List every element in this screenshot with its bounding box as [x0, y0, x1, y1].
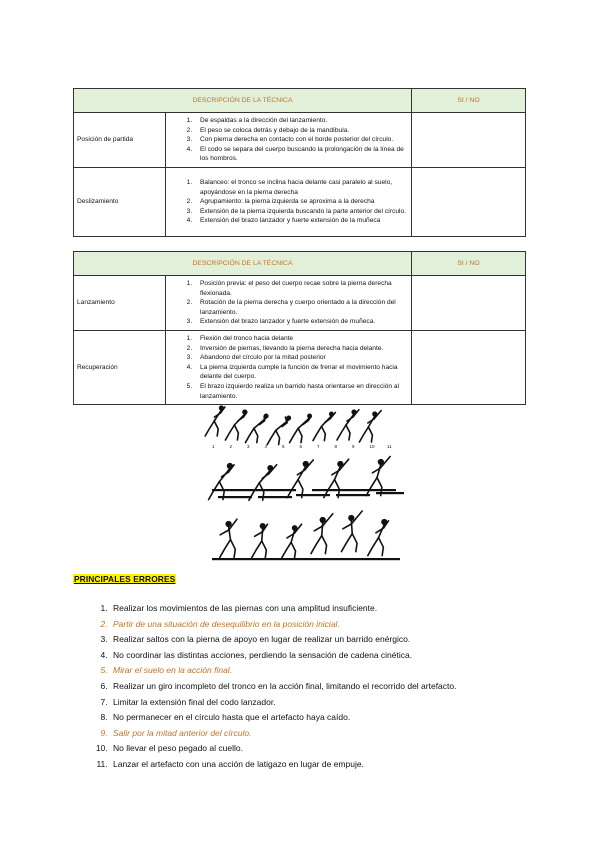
leg — [214, 421, 218, 436]
si-no-cell[interactable] — [412, 113, 526, 168]
technique-table-1 — [73, 88, 526, 237]
error-item: 2. Partir de una situación de desequilibrio en la posición inicial. — [110, 617, 550, 633]
leg — [313, 426, 322, 440]
athlete-figure — [220, 519, 237, 557]
athlete-figure — [290, 414, 312, 443]
leg — [352, 534, 357, 552]
shot-put-sequence-illustration — [200, 398, 410, 566]
leg — [220, 540, 231, 558]
row-label: Posición de partida — [74, 113, 166, 168]
step-item: 4. Extensión del brazo lanzador y fuerte extensión de la muñeca — [194, 216, 407, 226]
leg — [234, 425, 238, 440]
header-si-no: SI / NO — [412, 252, 526, 276]
leg — [245, 428, 254, 442]
arm — [220, 530, 229, 535]
ground-bar — [258, 496, 292, 498]
torso — [262, 528, 263, 541]
frame-number: 8 — [334, 444, 338, 449]
leg — [322, 426, 326, 440]
athlete-figure — [209, 463, 235, 500]
leg — [311, 536, 322, 554]
header-si-no: SI / NO — [412, 89, 526, 113]
leg — [379, 538, 384, 556]
row-description — [166, 330, 412, 404]
ground-bar — [336, 494, 370, 496]
step-item: 1. Flexión del tronco hacia delante — [194, 334, 407, 344]
ground-bar — [296, 494, 330, 496]
error-item: 4. No coordinar las distintas acciones, perdiendo la sensación de cadena cinética. — [110, 648, 550, 664]
step-item: 2. Agrupamiento: la pierna izquierda se aproxima a la derecha — [194, 197, 407, 207]
frame-number: 6 — [299, 444, 303, 449]
ground-bar — [212, 489, 296, 491]
step-item: 1. Balanceo: el tronco se inclina hacia delante casi paralelo al suelo, apoyándose en la pierna derecha — [194, 178, 407, 197]
athlete-figure — [359, 411, 381, 442]
row-description — [166, 167, 412, 236]
leg — [254, 428, 258, 442]
frame-number: 11 — [387, 444, 392, 449]
frame-number: 9 — [352, 444, 355, 449]
leg — [290, 428, 299, 442]
technique-table-2 — [73, 251, 526, 405]
arm — [343, 524, 352, 529]
leg — [359, 427, 368, 442]
row-label: Deslizamiento — [74, 167, 166, 236]
athlete-figure — [287, 460, 313, 498]
header-description: DESCRIPCIÓN DE LA TÉCNICA — [74, 89, 412, 113]
steps-list — [172, 279, 407, 327]
error-item: 5. Mirar el suelo en la acción final. — [110, 663, 550, 679]
athlete-figure — [341, 511, 362, 552]
row-label: Lanzamiento — [74, 276, 166, 331]
leg — [205, 421, 214, 436]
ground-lines — [212, 489, 404, 560]
error-item: 6. Realizar un giro incompleto del tronco en la acción final, limitando el recorrido del artefacto. — [110, 679, 550, 695]
leg — [366, 478, 377, 496]
error-item: 1. Realizar los movimientos de las piernas con una amplitud insuficiente. — [110, 601, 550, 617]
error-item: 3. Realizar saltos con la pierna de apoyo en lugar de realizar un barrido enérgico. — [110, 632, 550, 648]
torso — [377, 464, 381, 477]
frame-number: 5 — [282, 444, 285, 449]
step-item: 3. Extensión del brazo lanzador y fuerte extensión de muñeca. — [194, 317, 407, 327]
step-item: 5. El brazo izquierdo realiza un barrido hasta orientarse en dirección al lanzamiento. — [194, 382, 407, 401]
si-no-cell[interactable] — [412, 330, 526, 404]
athlete-figure — [324, 459, 349, 497]
errors-heading: PRINCIPALES ERRORES — [74, 574, 176, 584]
arm — [222, 472, 229, 477]
steps-list — [172, 334, 407, 401]
leg — [346, 425, 350, 440]
step-item: 4. El codo se separa del cuerpo buscando la prolongación de la línea de los hombros. — [194, 145, 407, 164]
leg — [251, 541, 261, 558]
error-item: 8. No permanecer en el círculo hasta que el artefacto haya caído. — [110, 710, 550, 726]
leg — [230, 540, 235, 558]
row-description — [166, 276, 412, 331]
athlete-figure — [205, 405, 225, 436]
leg — [276, 430, 280, 444]
steps-list — [172, 178, 407, 226]
athlete-figure — [249, 465, 277, 500]
arm — [262, 474, 269, 479]
error-item: 7. Limitar la extensión final del codo lanzador. — [110, 695, 550, 711]
step-item: 1. De espaldas a la dirección del lanzamiento. — [194, 116, 407, 126]
athlete-figure — [368, 519, 389, 556]
athlete-figure — [313, 412, 335, 441]
table-row — [74, 113, 526, 168]
header-description: DESCRIPCIÓN DE LA TÉCNICA — [74, 252, 412, 276]
torso — [291, 530, 295, 542]
step-item: 3. Con pierna derecha en contacto con el borde posterior del círculo. — [194, 135, 407, 145]
frame-number: 2 — [229, 444, 233, 449]
arm — [314, 526, 322, 531]
frame-number: 3 — [247, 444, 250, 449]
leg — [298, 428, 302, 442]
leg — [281, 542, 291, 559]
error-item: 10. No llevar el peso pegado al cuello. — [110, 741, 550, 757]
ground-bar — [218, 496, 252, 498]
athlete-figure — [267, 416, 291, 445]
si-no-cell[interactable] — [412, 276, 526, 331]
athlete-figure — [281, 524, 301, 559]
leg — [322, 536, 327, 554]
athlete-figure — [245, 414, 268, 443]
steps-list — [172, 116, 407, 164]
leg — [341, 534, 352, 552]
torso — [322, 522, 323, 535]
ground-bar — [312, 489, 396, 491]
step-item: 3. Extensión de la pierna izquierda buscando la parte anterior del círculo. — [194, 207, 407, 217]
frame-number: 7 — [317, 444, 320, 449]
athlete-figure — [311, 514, 333, 554]
leg — [262, 541, 267, 558]
step-item: 1. Posición previa: el peso del cuerpo recae sobre la pierna derecha flexionada. — [194, 279, 407, 298]
step-item: 2. El peso se coloca detrás y debajo de la mandíbula. — [194, 126, 407, 136]
step-item: 3. Abandono del círculo por la mitad posterior — [194, 353, 407, 363]
frame-number: 10 — [369, 444, 375, 449]
leg — [267, 430, 276, 444]
athlete-figure — [225, 409, 247, 440]
table-row — [74, 167, 526, 236]
error-item: 11. Lanzar el artefacto con una acción de latigazo en lugar de empuje. — [110, 757, 550, 773]
athlete-figures — [205, 405, 390, 558]
frame-number: 1 — [212, 444, 215, 449]
leg — [291, 542, 295, 559]
leg — [225, 425, 234, 440]
athlete-figure — [337, 409, 359, 440]
leg — [337, 425, 346, 440]
row-label: Recuperación — [74, 330, 166, 404]
table-row — [74, 276, 526, 331]
row-description — [166, 113, 412, 168]
leg — [368, 538, 379, 556]
error-item: 9. Salir por la mitad anterior del círculo. — [110, 726, 550, 742]
step-item: 2. Inversión de piernas, llevando la pierna derecha hacia delante. — [194, 344, 407, 354]
frame-numbers — [212, 444, 392, 449]
frame-number: 4 — [264, 444, 268, 449]
step-item: 2. Rotación de la pierna derecha y cuerpo orientado a la dirección del lanzamiento. — [194, 298, 407, 317]
leg — [368, 427, 372, 442]
athlete-figure — [251, 523, 267, 558]
ground-bar — [376, 492, 404, 494]
table-header-row — [74, 252, 526, 276]
si-no-cell[interactable] — [412, 167, 526, 236]
errors-list — [90, 601, 550, 773]
table-row — [74, 330, 526, 404]
ground-bar — [212, 558, 400, 560]
step-item: 4. La pierna izquierda cumple la función de frenar el movimiento hacia delante del cuerpo. — [194, 363, 407, 382]
table-header-row — [74, 89, 526, 113]
